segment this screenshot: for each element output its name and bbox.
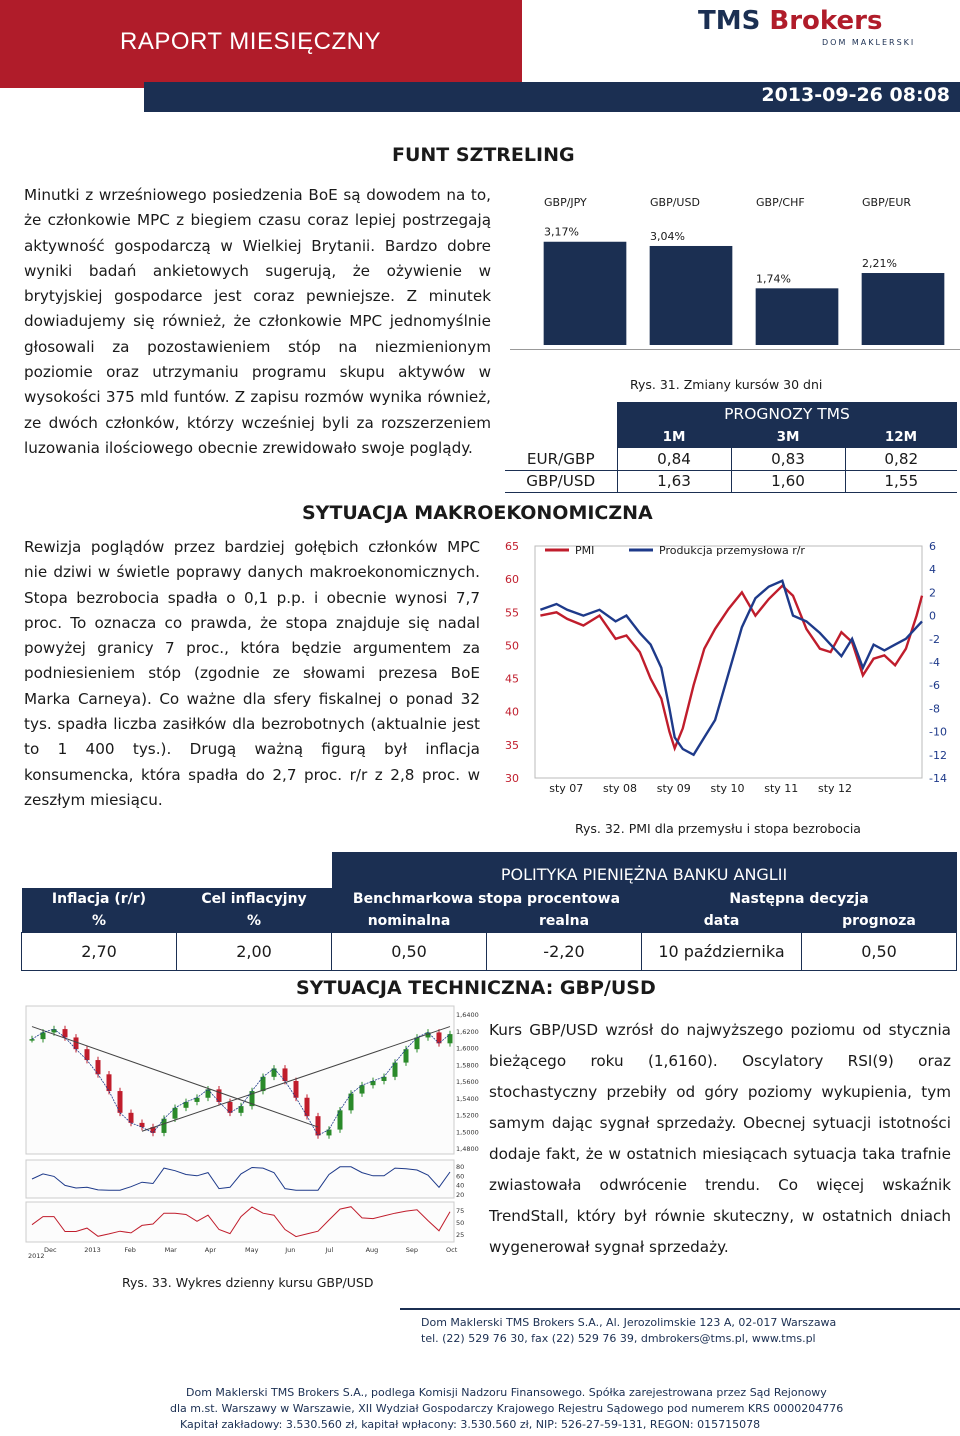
price-tick-label: 1,6400 [456,1011,479,1019]
footer-address: Dom Maklerski TMS Brokers S.A., Al. Jerozolimskie 123 A, 02-017 Warszawa [421,1316,837,1329]
y-left-tick-label: 65 [505,540,519,553]
bar-category-label: GBP/CHF [756,196,805,209]
y-right-tick-label: 0 [929,609,936,623]
month-label: Aug [365,1246,379,1254]
price-tick-label: 1,5600 [456,1078,479,1086]
policy-subhead: data [642,910,802,932]
gbpusd-daily-chart [22,1002,479,1260]
caption-rys33: Rys. 33. Wykres dzienny kursu GBP/USD [122,1275,374,1290]
prognozy-row-label: GBP/USD [505,470,617,492]
month-label: Oct [446,1246,458,1254]
policy-subhead: % [22,910,177,932]
candle-body [195,1098,200,1102]
price-tick-label: 1,5400 [456,1094,479,1103]
policy-subhead: % [177,910,332,932]
policy-value: 2,70 [22,932,177,970]
fx-change-bar-chart [510,191,960,347]
stoch-tick-label: 50 [456,1219,465,1227]
prognozy-cell: 0,84 [617,448,731,470]
price-panel [26,1006,454,1154]
y-right-tick-label: -6 [929,679,940,693]
report-datetime: 2013-09-26 08:08 [761,84,950,106]
bar-gbp-usd [650,246,733,345]
bar-value-label: 2,21% [862,257,897,271]
y-left-tick-label: 55 [505,606,519,620]
policy-value: 2,00 [177,932,332,970]
prognozy-col-12m: 12M [845,426,957,448]
section-title-makro: SYTUACJA MAKROEKONOMICZNA [302,502,653,524]
prognozy-row [505,470,957,492]
legend-label-pmi: PMI [575,544,595,557]
y-right-tick-label: -14 [929,772,947,785]
legend-label-production: Produkcja przemysłowa r/r [659,544,805,557]
x-tick-label: sty 10 [710,782,745,795]
x-tick-label: sty 11 [764,782,799,795]
month-label: Mar [164,1246,177,1254]
tech-paragraph: Kurs GBP/USD wzrósł do najwyższego poziomu od stycznia bieżącego roku (1,6160). Oscylatory RSI(9) oraz stochastyczny przebiły od góry poziomy wykupienia, tym samym dając sygnał sprzedaży. Obecnej sytuacji istotności dodaje fakt, że w ostatnich miesiącach sytuacja taka trafnie zwiastowała odwrócenie trendu. Co więcej wskaźnik TrendStall, który był równie skuteczny, w ostatnich dniach wygenerował sygnał sprzedaży. [489,1021,951,1256]
policy-value: 0,50 [802,932,957,970]
x-tick-label: sty 09 [656,782,691,795]
bar-value-label: 1,74% [756,272,791,286]
y-right-tick-label: 6 [929,540,936,553]
fx-change-bar-chart-svg [510,191,960,347]
policy-table [21,852,957,971]
footer-legal-1: Dom Maklerski TMS Brokers S.A., podlega Komisji Nadzoru Finansowego. Spółka zarejestrowana przez Sąd Rejonowy [186,1386,827,1399]
y-right-tick-label: -10 [929,725,947,739]
footer-contact: tel. (22) 529 76 30, fax (22) 529 76 39, dmbrokers@tms.pl, www.tms.pl [421,1332,816,1345]
month-label: Dec [44,1246,57,1254]
caption-rys31: Rys. 31. Zmiany kursów 30 dni [630,377,823,392]
prognozy-cell: 1,63 [617,470,731,492]
month-label: Apr [204,1246,217,1254]
makro-paragraph: Rewizja poglądów przez bardziej gołębich członków MPC nie dziwi w świetle poprawy danych makroekonomicznych. Stopa bezrobocia spadła o 0,1 p.p. i obecnie wynosi 7,7 proc. To oznacza co prawda, że stopa znajduje się nadal powyżej granicy 7 proc., która będzie argumentem za podniesieniem stóp (zgodnie ze słowami prezesa BoE Marka Carneya). Co ważne dla sfery fiskalnej o ponad 32 tys. spadła liczba zasiłków dla bezrobotnych (aktualnie jest to 1 400 tys.). Drugą ważną figurą był inflacja konsumencka, która spadła do 2,7 proc. r/r z 2,8 proc. w zeszłym miesiącu. [24,538,480,809]
prognozy-cell: 0,83 [731,448,845,470]
prognozy-row [505,448,957,470]
month-label: Jul [325,1246,334,1254]
policy-head-next-decision: Następna decyzja [642,888,957,910]
price-tick-label: 1,4800 [456,1145,479,1153]
report-title: RAPORT MIESIĘCZNY [120,28,381,55]
candle-body [338,1110,343,1129]
y-right-tick-label: -2 [929,632,940,646]
footer-legal-3: Kapitał zakładowy: 3.530.560 zł, kapitał wpłacony: 3.530.560 zł, NIP: 526-27-59-131, REGON: 015715078 [180,1418,761,1431]
footer-legal-2: dla m.st. Warszawy w Warszawie, XII Wydział Gospodarczy Krajowego Rejestru Sądowego pod numerem KRS 0000204776 [170,1402,844,1415]
rsi-tick-label: 80 [456,1163,465,1171]
rsi-panel [26,1160,454,1198]
bar-category-label: GBP/JPY [544,196,587,209]
prognozy-row-label: EUR/GBP [505,448,617,470]
candle-body [371,1081,376,1085]
prognozy-col-3m: 3M [731,426,845,448]
prognozy-title: PROGNOZY TMS [617,402,957,426]
candle-body [184,1102,189,1108]
policy-subhead: prognoza [802,910,957,932]
prognozy-table [505,402,957,493]
y-left-tick-label: 60 [505,573,519,587]
y-left-tick-label: 30 [505,772,519,785]
prognozy-cell: 0,82 [845,448,957,470]
prognozy-cell: 1,60 [731,470,845,492]
section-title-funt: FUNT SZTRELING [392,144,575,166]
price-tick-label: 1,5000 [456,1128,479,1137]
prognozy-col-1m: 1M [617,426,731,448]
candle-body [30,1039,35,1041]
month-label: Jun [285,1246,296,1254]
candle-body [228,1102,233,1113]
caption-rys32: Rys. 32. PMI dla przemysłu i stopa bezrobocia [575,821,861,836]
policy-title: POLITYKA PIENIĘŻNA BANKU ANGLII [332,852,957,888]
bar-gbp-jpy [544,242,627,345]
year-label: 2012 [28,1252,45,1260]
policy-subhead: nominalna [332,910,487,932]
month-label: 2013 [84,1246,101,1254]
y-right-tick-label: -8 [929,702,940,716]
y-left-tick-label: 35 [505,738,519,752]
month-label: Feb [124,1246,136,1254]
bar-value-label: 3,04% [650,229,685,243]
pmi-line-chart [497,536,960,798]
month-label: Sep [405,1246,419,1254]
price-tick-label: 1,5200 [456,1111,479,1120]
company-logo [698,6,882,36]
divider [510,349,960,350]
y-right-tick-label: 4 [929,563,936,577]
policy-value: -2,20 [487,932,642,970]
stochastic-panel [26,1202,454,1242]
rsi-tick-label: 20 [456,1191,465,1199]
rsi-tick-label: 60 [456,1172,465,1181]
y-left-tick-label: 50 [505,639,519,653]
policy-head-benchmark: Benchmarkowa stopa procentowa [332,888,642,910]
candle-body [349,1094,354,1111]
y-right-tick-label: -4 [929,656,940,669]
y-left-tick-label: 40 [505,705,519,719]
x-tick-label: sty 08 [603,782,638,795]
logo-text-brokers: Brokers [769,6,883,36]
policy-value: 0,50 [332,932,487,970]
bar-gbp-chf [756,288,839,345]
bar-category-label: GBP/EUR [862,196,912,209]
logo-text-tms: TMS [698,6,770,36]
candle-body [294,1081,299,1098]
gbpusd-daily-chart-svg [22,1002,479,1260]
candle-body [118,1091,123,1113]
x-tick-label: sty 12 [818,782,853,795]
policy-value: 10 października [642,932,802,970]
price-tick-label: 1,6200 [456,1027,479,1036]
section-title-tech: SYTUACJA TECHNICZNA: GBP/USD [296,977,656,999]
candle-body [107,1074,112,1091]
price-tick-label: 1,6000 [456,1044,479,1053]
y-left-tick-label: 45 [505,672,519,686]
y-right-tick-label: 2 [929,586,936,600]
y-right-tick-label: -12 [929,748,947,762]
funt-paragraph: Minutki z wrześniowego posiedzenia BoE są dowodem na to, że członkowie MPC z biegiem czasu coraz lepiej postrzegają aktywność gospodarczą w Wielkiej Brytanii. Bardzo dobre wyniki badań ankietowych sugerują, że ożywienie w brytyjskiej gospodarce jest coraz pewniejsze. Z minutek dowiadujemy się również, że członkowie MPC jednomyślnie głosowali za pozostawieniem stóp na niezmienionym poziomie oraz utrzymaniu programu skupu aktywów w wysokości 375 mld funtów. Z zapisu rozmów wynika również, ze dwóch członków, którzy wcześniej byli za rozszerzeniem luzowania ilościowego obecnie zrewidowało swoje poglądy. [24,186,491,457]
policy-head-inflation: Inflacja (r/r) [22,888,177,910]
footer-divider [400,1308,960,1310]
stoch-tick-label: 75 [456,1207,465,1215]
rsi-tick-label: 40 [456,1181,465,1190]
bar-category-label: GBP/USD [650,196,700,209]
policy-head-target: Cel inflacyjny [177,888,332,910]
prognozy-cell: 1,55 [845,470,957,492]
policy-subhead: realna [487,910,642,932]
bar-value-label: 3,17% [544,225,579,239]
x-tick-label: sty 07 [549,782,584,795]
pmi-line-chart-svg [497,536,960,798]
policy-values-row [22,932,957,970]
plot-frame [535,546,922,778]
month-label: May [245,1246,259,1254]
stoch-tick-label: 25 [456,1231,465,1239]
price-tick-label: 1,5800 [456,1061,479,1070]
logo-subtitle: DOM MAKLERSKI [822,38,916,47]
bar-gbp-eur [862,273,945,345]
